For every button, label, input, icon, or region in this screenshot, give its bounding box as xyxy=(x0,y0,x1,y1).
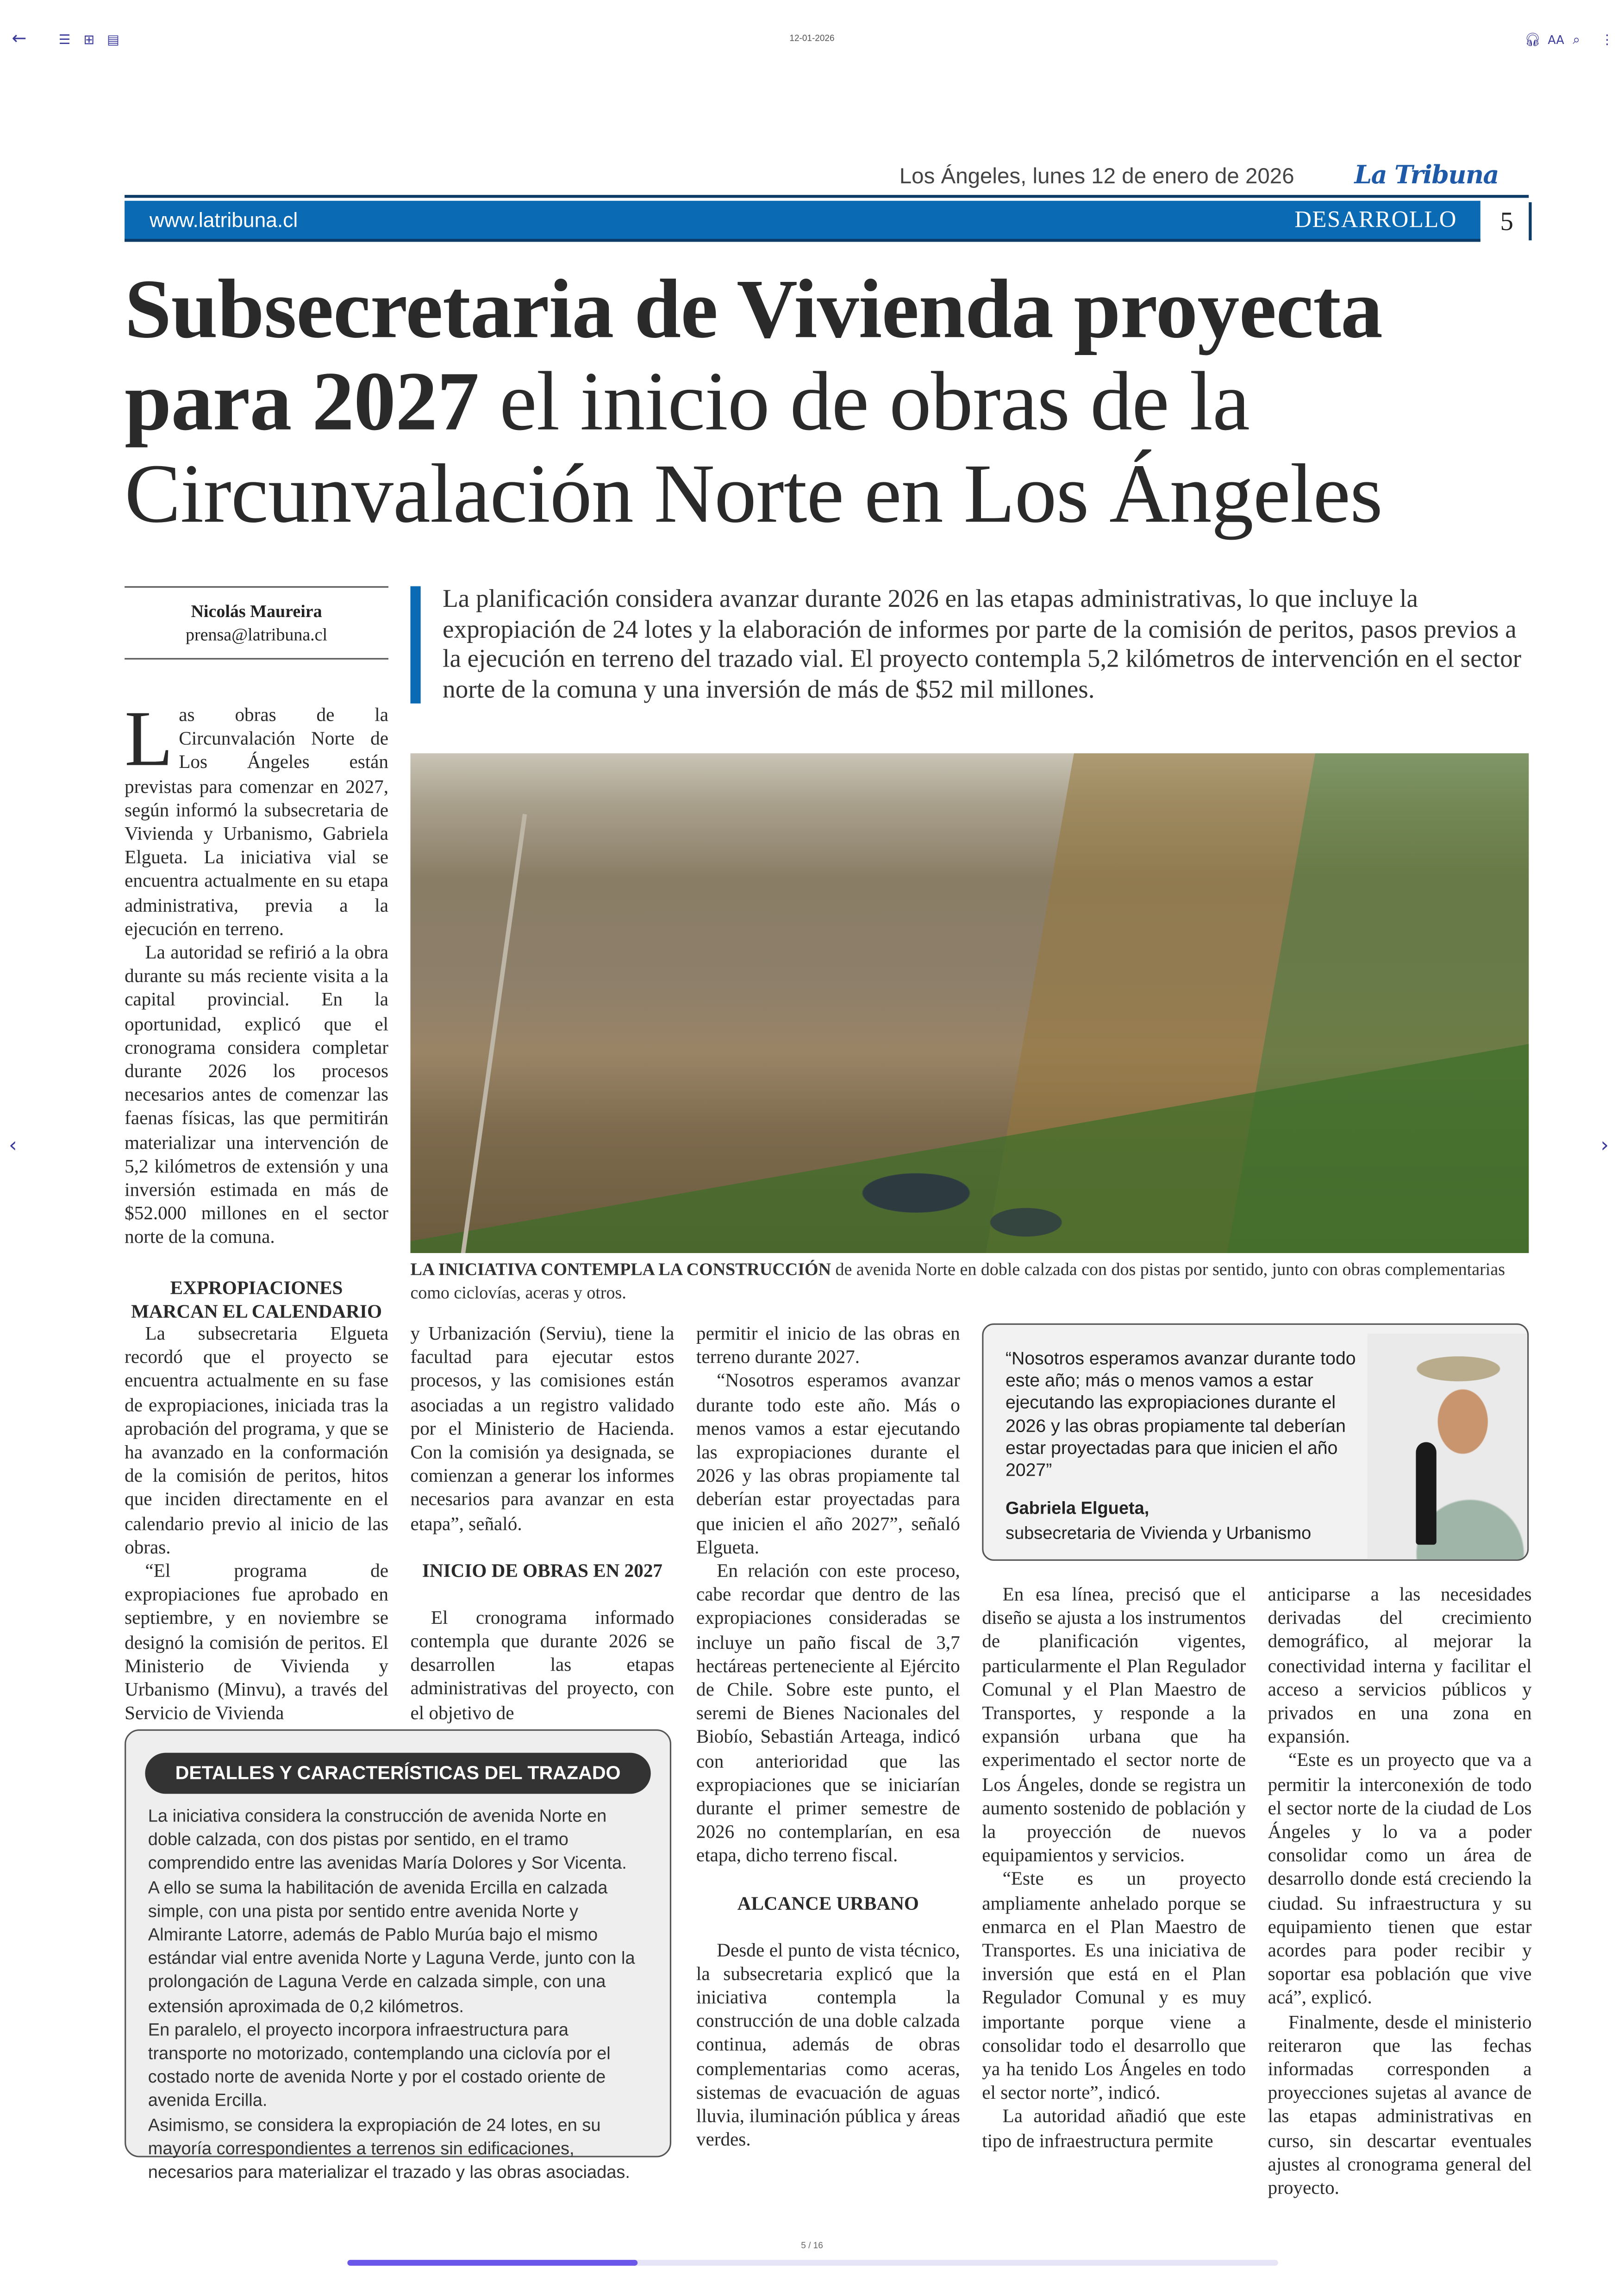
column-1 xyxy=(125,1322,388,1726)
column-2 xyxy=(411,1322,675,1725)
headphones-icon[interactable]: 🎧︎ xyxy=(1524,33,1541,49)
lead-text: La planificación considera avanzar durante 2026 en las etapas administrativas, lo que incluye la expropiación de 24 lotes y la elaboración de informes por parte de la comisión de peritos, pasos previos a la ejecución en terreno del trazado vial. El proyecto contempla 5,2 kilómetros de intervención en el sector norte de la comuna y una inversión de más de $52 mil millones. xyxy=(443,583,1522,703)
divider xyxy=(125,195,1529,198)
list-icon[interactable]: ☰ xyxy=(58,33,71,49)
dateline: Los Ángeles, lunes 12 de enero de 2026 xyxy=(899,164,1294,189)
paragraph: El cronograma informado contempla que durante 2026 se desarrollen las etapas administrativas del proyecto, con el objetivo de xyxy=(410,1606,675,1723)
paragraph: Asimismo, se considera la expropiación de 24 lotes, en su mayoría correspondientes a terrenos sin edificaciones, necesarios para materializar el trazado y las obras asociadas. xyxy=(148,2114,630,2183)
paragraph: En relación con este proceso, cabe recordar que dentro de las expropiaciones consideradas se incluye un paño fiscal de 3,7 hectáreas perteneciente al Ejército de Chile. Sobre este punto, el seremi de Bienes Nacionales del Biobío, Sebastián Arteaga, indicó con anterioridad que las expropiaciones que se iniciarían durante el primer semestre de 2026 no contemplarían, en esa etapa, dicho terreno fiscal. xyxy=(696,1559,960,1866)
quote-role: subsecretaria de Vivienda y Urbanismo xyxy=(1005,1522,1312,1543)
aerial-photo xyxy=(411,753,1529,1253)
headline xyxy=(125,264,1531,541)
back-arrow-icon[interactable]: ← xyxy=(12,28,27,49)
page-progress-bar[interactable] xyxy=(347,2260,1278,2266)
paragraph: La autoridad añadió que este tipo de infraestructura permite xyxy=(982,2105,1246,2151)
paragraph: Finalmente, desde el ministerio reiteraron que las fechas informadas corresponden a proyecciones sujetas al avance de las etapas administrativas en curso, sin descartar eventuales ajustes al cronograma general del proyecto. xyxy=(1268,2010,1532,2199)
portrait-photo xyxy=(1368,1334,1529,1561)
paragraph: anticiparse a las necesidades derivadas del crecimiento demográfico, al mejorar la conectividad interna y facilitar el acceso a servicios públicos y privados en una zona en expansión. xyxy=(1268,1583,1532,1747)
column-5 xyxy=(1268,1583,1532,2200)
details-box xyxy=(125,1729,671,2183)
progress-fill xyxy=(347,2260,638,2266)
paragraph: Desde el punto de vista técnico, la subsecretaria explicó que la iniciativa contempla la construcción de una doble calzada continua, además de obras complementarias como aceras, sistemas de evacuación de aguas lluvia, iluminación pública y áreas verdes. xyxy=(696,1938,960,2151)
previous-page-arrow-icon[interactable]: ‹ xyxy=(8,1134,17,1158)
quote-text: “Nosotros esperamos avanzar durante todo este año; más o menos vamos a estar ejecutando las expropiaciones durante el 2026 y las obras propiamente tal deberían estar proyectadas para que inicien el año 2027” xyxy=(1005,1348,1356,1480)
grid-icon[interactable]: ⊞ xyxy=(83,33,95,49)
viewer-date: 12-01-2026 xyxy=(789,35,835,44)
text-size-icon[interactable]: AA xyxy=(1548,33,1564,47)
quote-name: Gabriela Elgueta, xyxy=(1005,1497,1149,1519)
paragraph: La iniciativa considera la construcción de avenida Norte en doble calzada, con dos pistas por sentido, en el tramo comprendido entre las avenidas María Dolores y Sor Vicenta. xyxy=(148,1805,627,1874)
details-body xyxy=(148,1804,650,2184)
column-3 xyxy=(696,1322,960,2152)
paragraph: En esa línea, precisó que el diseño se ajusta a los instrumentos de planificación vigentes, particularmente el Plan Regulador Comunal y el Plan Maestro de Transportes, y responde a la expansión urbana que ha experimentado el sector norte de Los Ángeles, donde se registra un aumento sostenido de población y la proyección de nuevos equipamientos y servicios. xyxy=(982,1583,1246,1866)
photo-caption xyxy=(411,1258,1529,1304)
more-icon[interactable]: ⋮ xyxy=(1600,33,1614,49)
search-icon[interactable]: ⌕ xyxy=(1573,33,1580,49)
website-url: www.latribuna.cl xyxy=(149,208,298,232)
highway xyxy=(459,814,527,1253)
details-title: DETALLES Y CARACTERÍSTICAS DEL TRAZADO xyxy=(145,1753,650,1794)
paragraph: “El programa de expropiaciones fue aprobado en septiembre, y en noviembre se designó la comisión de peritos. El Ministerio de Vivienda y Urbanismo (Minvu), a través del Servicio de Vivienda xyxy=(125,1559,389,1724)
lead-accent-bar xyxy=(411,586,421,703)
caption-text: de avenida Norte en doble calzada con dos pistas por sentido, junto con obras complementarias como ciclovías, aceras y otros. xyxy=(410,1259,1505,1303)
page-indicator: 5 / 16 xyxy=(801,2242,823,2251)
paragraph: “Nosotros esperamos avanzar durante todo este año. Más o menos vamos a estar ejecutando las expropiaciones durante el 2026 y las obras propiamente tal deberían estar proyectadas para que inicien el año 2027”, señaló Elgueta. xyxy=(696,1369,960,1558)
paragraph: En paralelo, el proyecto incorpora infraestructura para transporte no motorizado, contemplando una ciclovía por el costado norte de avenida Norte y por el costado oriente de avenida Ercilla. xyxy=(148,2019,611,2111)
column-4 xyxy=(982,1583,1246,2152)
layout-icon[interactable]: ▤ xyxy=(107,33,120,49)
paragraph: La autoridad se refirió a la obra durante su más reciente visita a la capital provincial. En la oportunidad, explicó que el cronograma considera completar durante 2026 los procesos necesarios antes de comenzar las faenas físicas, las que permitirán materializar una intervención de 5,2 kilómetros de extensión y una inversión estimada en más de $52.000 millones en el sector norte de la comuna. xyxy=(125,941,389,1248)
subhead-alcance-urbano: ALCANCE URBANO xyxy=(737,1891,919,1914)
next-page-arrow-icon[interactable]: › xyxy=(1600,1134,1609,1158)
caption-bold: LA INICIATIVA CONTEMPLA LA CONSTRUCCIÓN xyxy=(410,1259,831,1280)
headline-regular: el inicio de obras de la Circunvalación Norte en Los Ángeles xyxy=(125,356,1383,541)
subhead-expropiaciones: EXPROPIACIONES MARCAN EL CALENDARIO xyxy=(131,1276,382,1322)
lead-paragraph xyxy=(411,583,1529,704)
section-label: DESARROLLO xyxy=(1294,208,1457,233)
section-bar xyxy=(125,201,1480,242)
page-number: 5 xyxy=(1485,202,1531,240)
headline-bold: Subsecretaria de Vivienda proyecta para 2027 xyxy=(125,263,1383,449)
paragraph: A ello se suma la habilitación de avenida Ercilla en calzada simple, con una pista por sentido entre avenida Norte y Almirante Latorre, además de Pablo Murúa bajo el mismo estándar vial entre avenida Norte y Laguna Verde, junto con la prolongación de Laguna Verde en calzada simple, con una extensión aproximada de 0,2 kilómetros. xyxy=(148,1877,635,2016)
paragraph: La subsecretaria Elgueta recordó que el proyecto se encuentra actualmente en su fase de expropiaciones, iniciada tras la aprobación del programa, y que se ha avanzado en la conformación de la comisión de peritos, hitos que inciden directamente en el calendario previo al inicio de las obras. xyxy=(125,1322,389,1558)
paragraph: Las obras de la Circunvalación Norte de Los Ángeles están previstas para comenzar en 2027, según informó la subsecretaria de Vivienda y Urbanismo, Gabriela Elgueta. La iniciativa vial se encuentra actualmente en su etapa administrativa, previa a la ejecución en terreno. xyxy=(125,694,389,939)
column-intro xyxy=(125,694,389,1347)
microphone xyxy=(1416,1442,1436,1545)
la-tribuna-logo: La Tribuna xyxy=(1354,161,1499,191)
byline xyxy=(125,586,388,659)
paragraph: permitir el inicio de las obras en terreno durante 2027. xyxy=(696,1322,960,1368)
paragraph: “Este es un proyecto ampliamente anhelado porque se enmarca en el Plan Maestro de Transportes. Es una iniciativa de inversión que está en el Plan Regulador Comunal y es muy importante porque viene a consolidar todo el desarrollo que ya ha tenido Los Ángeles en todo el sector norte”, indicó. xyxy=(982,1867,1246,2104)
paragraph: y Urbanización (Serviu), tiene la facultad para ejecutar estos procesos, y las comisiones están asociadas a un registro validado por el Ministerio de Hacienda. Con la comisión ya designada, se comienzan a generar los informes necesarios para avanzar en esta etapa”, señaló. xyxy=(410,1322,675,1534)
author-name: Nicolás Maureira xyxy=(191,601,322,622)
paragraph: “Este es un proyecto que va a permitir la interconexión de todo el sector norte de la ciudad de Los Ángeles y lo va a poder consolidar como un área de desarrollo donde está creciendo la ciudad. Su infraestructura y su equipamiento tienen que estar acordes para poder recibir y soportar esa población que vive acá”, explicó. xyxy=(1268,1749,1532,2008)
subhead-inicio-obras: INICIO DE OBRAS EN 2027 xyxy=(422,1559,663,1581)
pull-quote xyxy=(982,1323,1529,1561)
author-email: prensa@latribuna.cl xyxy=(186,624,328,645)
